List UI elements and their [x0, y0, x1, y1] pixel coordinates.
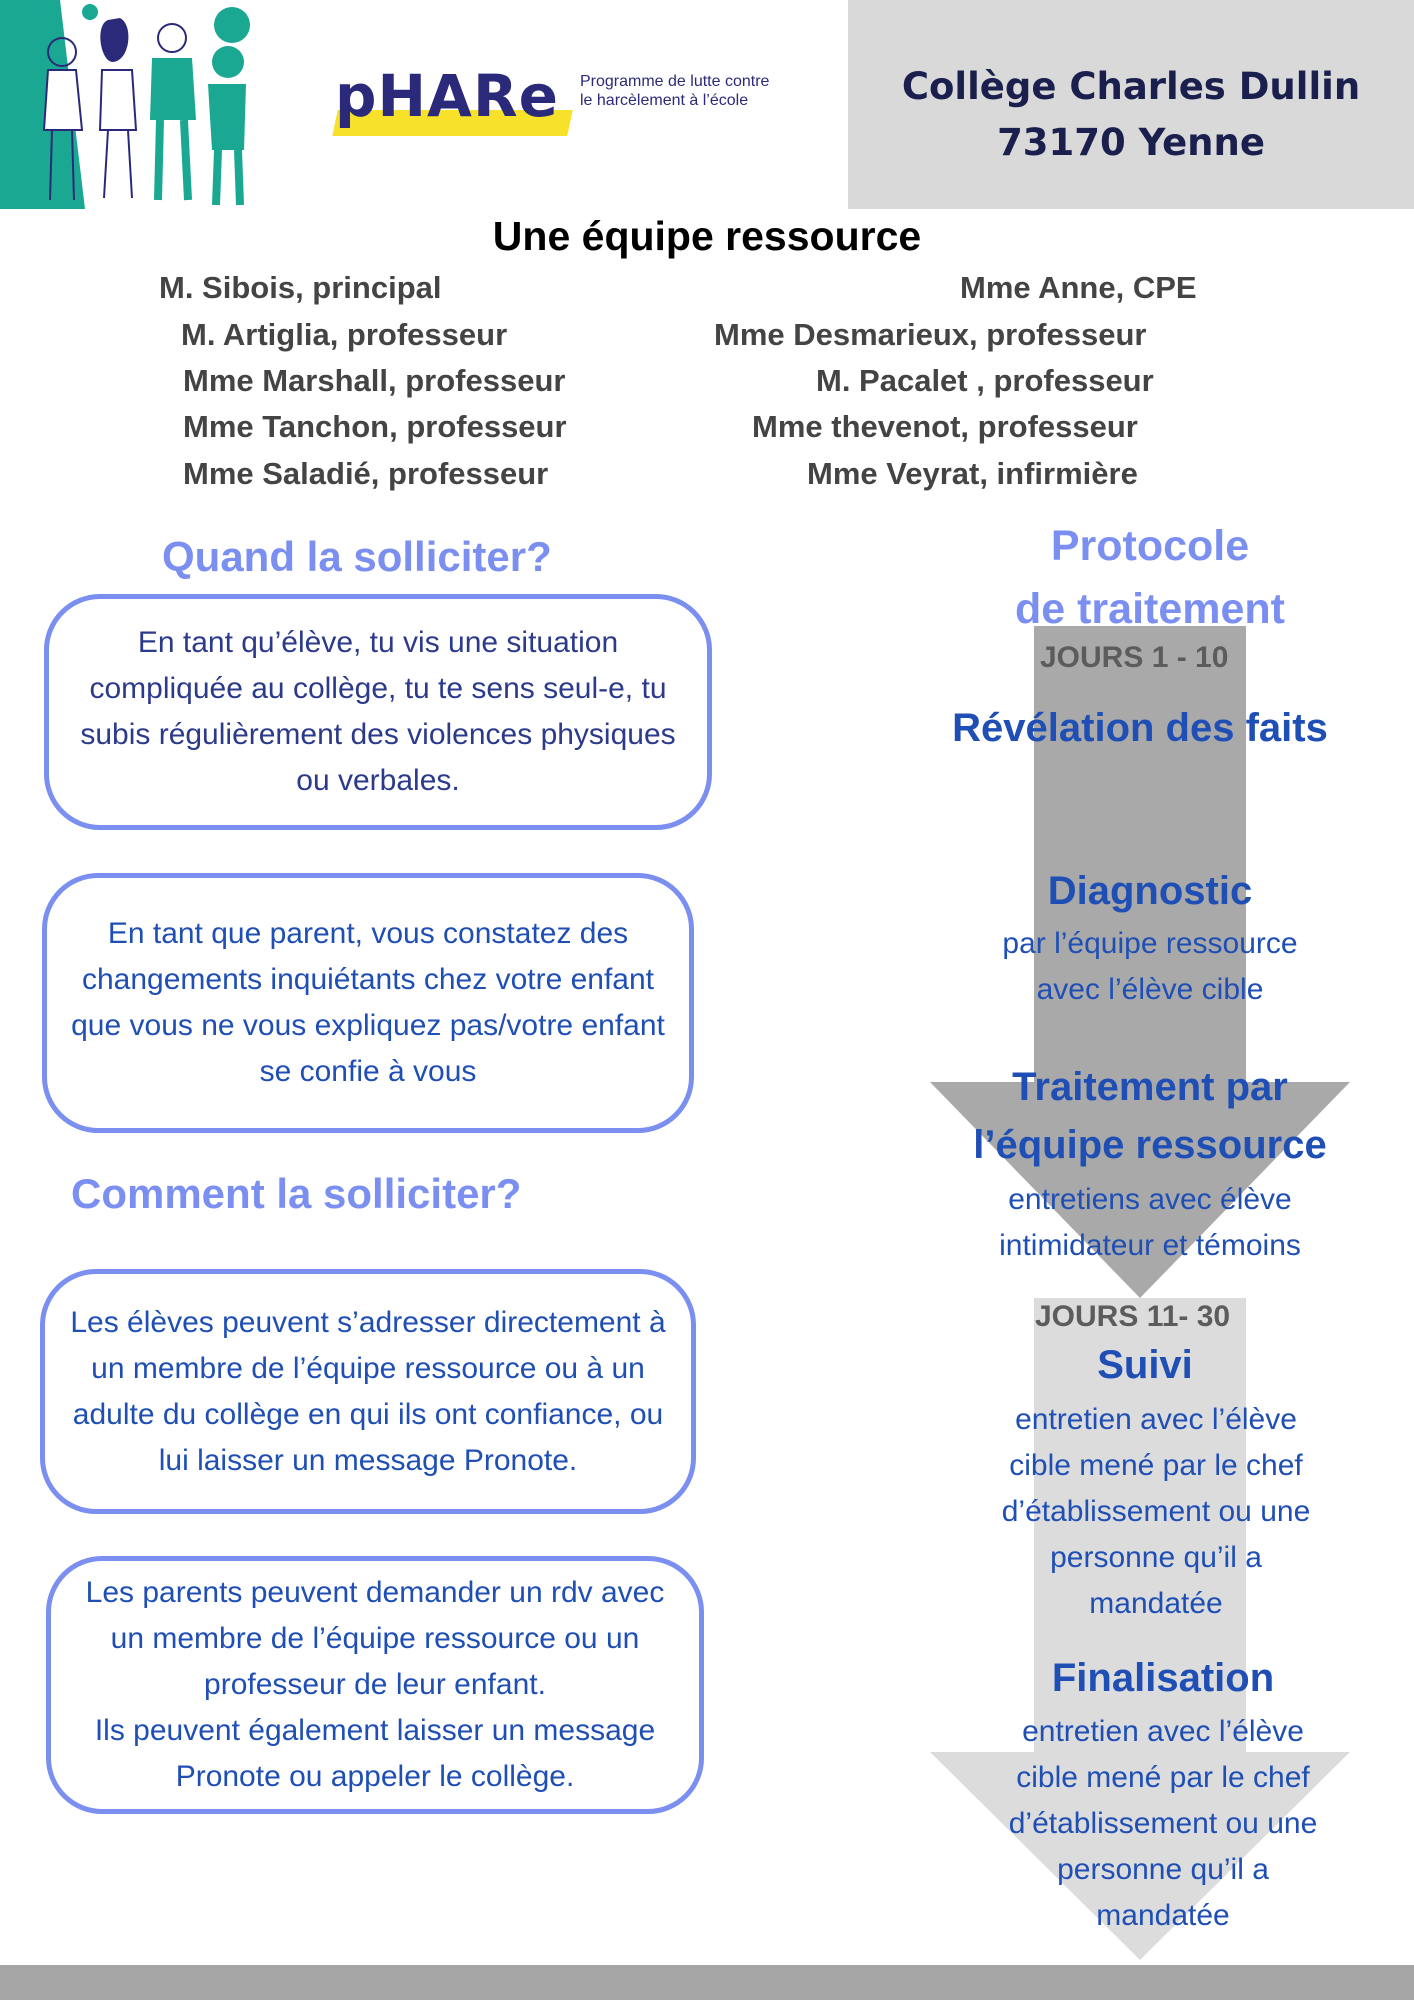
step-diagnostic-desc: par l’équipe ressource avec l’élève cible: [1002, 927, 1298, 1006]
when-parent-text: En tant que parent, vous constatez des changements inquiétants chez votre enfant que vous ne vous expliquez pas/votre enfant se confie à vous: [71, 917, 665, 1088]
how-parent-box: [46, 1556, 704, 1814]
team-member: Mme Desmarieux, professeur: [714, 317, 1147, 352]
when-parent-box: [42, 873, 694, 1133]
how-student-text: Les élèves peuvent s’adresser directement à un membre de l’équipe ressource ou à un adulte du collège en qui ils ont confiance, ou lui laisser un message Pronote.: [70, 1305, 666, 1477]
step-finalisation-title: Finalisation: [1051, 1656, 1275, 1700]
team-member: M. Pacalet , professeur: [816, 363, 1154, 398]
logo-tagline-line-1: Programme de lutte contre: [580, 73, 770, 90]
team-member: Mme Anne, CPE: [960, 270, 1197, 305]
team-member: M. Sibois, principal: [159, 270, 442, 305]
step-diagnostic-title: Diagnostic: [1047, 869, 1253, 913]
step-suivi-title: Suivi: [1097, 1343, 1193, 1387]
phare-logo: [335, 62, 825, 152]
school-info-box: [848, 0, 1414, 209]
when-student-text: En tant qu’élève, tu vis une situation compliquée au collège, tu te sens seul-e, tu subis régulièrement des violences physiques ou verbales.: [80, 626, 676, 797]
protocol-title-line-1: Protocole: [1050, 522, 1250, 570]
school-city: 73170 Yenne: [997, 121, 1265, 164]
footer-bar: [0, 1965, 1414, 2000]
how-parent-content: [65, 1570, 685, 1800]
logo-tagline: [580, 72, 840, 110]
step-traitement-title: Traitement par l’équipe ressource: [973, 1065, 1327, 1167]
team-member: Mme Saladié, professeur: [183, 456, 549, 491]
how-parent-text-1: Les parents peuvent demander un rdv avec un membre de l’équipe ressource ou un professeur de leur enfant.: [85, 1576, 665, 1701]
step-traitement-desc: entretiens avec élève intimidateur et témoins: [999, 1183, 1301, 1262]
team-member: Mme Tanchon, professeur: [183, 409, 567, 444]
how-student-box: [40, 1269, 696, 1514]
team-member: Mme Veyrat, infirmière: [807, 456, 1138, 491]
students-illustration-art: [0, 0, 275, 209]
step-revelation-title: Révélation des faits: [952, 706, 1328, 750]
protocol-title-line-2: de traitement: [1014, 585, 1285, 633]
logo-tagline-line-2: le harcèlement à l’école: [580, 92, 749, 109]
logo-word: pHARe: [335, 62, 559, 130]
days-label-1: JOURS 1 - 10: [1040, 641, 1229, 674]
protocol-title: [960, 515, 1340, 641]
team-member: Mme Marshall, professeur: [183, 363, 566, 398]
students-illustration: [0, 0, 275, 209]
team-title: Une équipe ressource: [492, 213, 922, 259]
team-member: M. Artiglia, professeur: [181, 317, 508, 352]
when-heading: Quand la solliciter?: [162, 533, 552, 580]
step-suivi-desc: entretien avec l’élève cible mené par le chef d’établissement ou une personne qu’il a mandatée: [1001, 1403, 1311, 1620]
how-parent-text-2: Ils peuvent également laisser un message Pronote ou appeler le collège.: [94, 1714, 656, 1793]
how-heading: Comment la solliciter?: [71, 1170, 522, 1217]
team-member: Mme thevenot, professeur: [752, 409, 1138, 444]
step-finalisation-desc: entretien avec l’élève cible mené par le chef d’établissement ou une personne qu’il a mandatée: [1008, 1715, 1318, 1932]
when-student-box: [44, 594, 712, 830]
days-label-2: JOURS 11- 30: [1035, 1300, 1231, 1333]
school-name: Collège Charles Dullin: [901, 65, 1361, 108]
